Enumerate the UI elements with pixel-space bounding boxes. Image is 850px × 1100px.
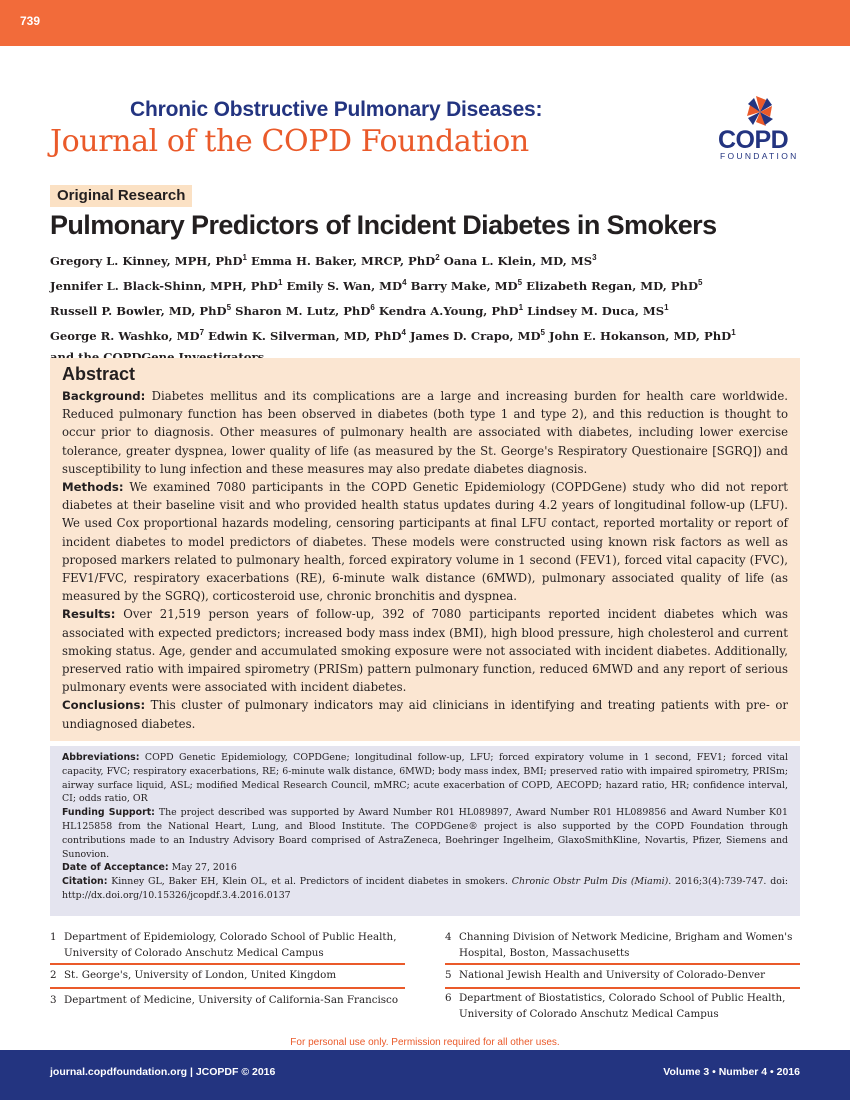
citation — [62, 875, 788, 903]
section-text: This cluster of pulmonary indicators may aid clinicians in identifying and treating patients with pre- or undiagnosed diabetes. — [62, 698, 788, 731]
author-name: Russell P. Bowler, MD, PhD — [50, 303, 227, 318]
affiliation-number: 6 — [445, 992, 452, 1004]
info-text: May 27, 2016 — [168, 862, 237, 874]
author-affiliation-number: 1 — [664, 302, 669, 312]
author-affiliation-number: 5 — [517, 277, 523, 287]
author-line — [50, 272, 810, 297]
citation-journal: Chronic Obstr Pulm Dis (Miami). — [511, 876, 672, 888]
journal-title: Journal of the COPD Foundation — [50, 124, 529, 159]
info-label: Abbreviations: — [62, 752, 140, 763]
affiliation-text: Department of Epidemiology, Colorado School of Public Health, University of Colorado Anschutz Medical Campus — [64, 931, 397, 959]
affiliation-divider — [445, 963, 800, 965]
author-affiliation-number: 1 — [277, 277, 283, 287]
top-bar — [0, 0, 850, 46]
info-text: The project described was supported by Award Number R01 HL089897, Award Number R01 HL089856 and Award Number K01 HL125858 from the National Heart, Lung, and Blood Institute. The COPDGene® project is also supported by the COPD Foundation through contributions made to an Industry Advisory Board comprised of AstraZeneca, Boehringer Ingelheim, GlaxoSmithKline, Novartis, Pfizer, Siemens and Sunovion. — [62, 807, 788, 860]
author-affiliation-number: 6 — [370, 302, 375, 312]
abbreviations — [62, 751, 788, 806]
info-label: Citation: — [62, 876, 108, 888]
section-label: Background: — [62, 389, 146, 403]
affiliation-number: 2 — [50, 969, 57, 981]
funding-support — [62, 806, 788, 861]
author-affiliation-number: 4 — [401, 327, 406, 337]
affiliation-divider — [50, 987, 405, 989]
article-title: Pulmonary Predictors of Incident Diabetes in Smokers — [50, 210, 717, 240]
author-affiliation-number: 2 — [435, 253, 440, 262]
section-text: Diabetes mellitus and its complications are a large and increasing burden for health care worldwide. Reduced pulmonary function has been observed in diabetes (both type 1 and type 2), and this reduction is thought to occur prior to diagnosis. Other measures of pulmonary health are associated with diabetes, including lower exercise tolerance, greater dyspnea, lower quality of life (as measured by the St. George's Respiratory Questionaire [SGRQ]) and susceptibility to lung infection and these measures may also predate diabetes diagnosis. — [62, 389, 788, 476]
affiliation-number: 4 — [445, 931, 452, 943]
author-affiliation-number: 4 — [402, 277, 407, 287]
author-line — [50, 297, 810, 322]
abstract-background — [62, 387, 788, 478]
info-body — [62, 751, 788, 903]
footer-bar — [0, 1050, 850, 1100]
author-name: Barry Make, MD — [410, 278, 518, 293]
author-name: Edwin K. Silverman, MD, PhD — [208, 328, 402, 343]
abstract-results — [62, 605, 788, 696]
abstract-conclusions — [62, 696, 788, 732]
author-affiliation-number: 1 — [242, 253, 247, 262]
abstract-heading: Abstract — [62, 364, 136, 384]
date-of-acceptance — [62, 861, 788, 875]
author-name: John E. Hokanson, MD, PhD — [549, 328, 732, 343]
info-label: Funding Support: — [62, 807, 155, 819]
affiliation-text: Channing Division of Network Medicine, Brigham and Women's Hospital, Boston, Massachusetts — [459, 931, 793, 959]
author-affiliation-number: 1 — [518, 302, 524, 312]
author-list — [50, 247, 810, 368]
author-affiliation-number: 7 — [199, 327, 205, 337]
affiliation-text: St. George's, University of London, United Kingdom — [64, 969, 337, 981]
abstract-methods — [62, 478, 788, 605]
author-name: Lindsey M. Duca, MS — [527, 303, 665, 318]
abstract-body — [62, 387, 788, 733]
affiliation-divider — [50, 963, 405, 965]
affiliation-number: 5 — [445, 969, 452, 981]
author-name: Jennifer L. Black-Shinn, MPH, PhD — [50, 278, 278, 293]
author-name: Sharon M. Lutz, PhD — [235, 303, 371, 318]
author-line — [50, 322, 810, 347]
article-info-box — [50, 746, 800, 916]
author-affiliation-number: 3 — [592, 253, 597, 262]
page-number: 739 — [20, 14, 41, 28]
section-label: Results: — [62, 607, 116, 622]
affiliation-text: Department of Biostatistics, Colorado School of Public Health, University of Colorado Anschutz Medical Campus — [459, 992, 786, 1020]
author-affiliation-number: 1 — [731, 327, 736, 337]
journal-subtitle: Chronic Obstructive Pulmonary Diseases: — [130, 98, 543, 121]
author-line — [50, 247, 810, 272]
author-affiliation-number: 5 — [226, 302, 232, 312]
logo-subtext: FOUNDATION — [720, 151, 799, 161]
citation-doi[interactable]: 2016;3(4):739-747. doi: http://dx.doi.org/10.15326/jcopdf.3.4.2016.0137 — [62, 876, 788, 901]
affiliation-text: National Jewish Health and University of Colorado-Denver — [459, 969, 766, 981]
author-name: James D. Crapo, MD — [409, 328, 541, 343]
author-name: Emma H. Baker, MRCP, PhD — [251, 253, 436, 268]
logo-text: COPD — [718, 126, 789, 154]
affiliation-divider — [445, 987, 800, 989]
author-name: Gregory L. Kinney, MPH, PhD — [50, 253, 243, 268]
info-text: Kinney GL, Baker EH, Klein OL, et al. Predictors of incident diabetes in smokers. — [107, 876, 512, 888]
section-text: Over 21,519 person years of follow-up, 392 of 7080 participants reported incident diabetes which was associated with expected predictors; increased body mass index (BMI), high blood pressure, high cholesterol and current smoking status. Age, gender and accumulated smoking exposure were not associated with incident diabetes. Additionally, preserved ratio with impaired spirometry (PRISm) pattern pulmonary function, reduced 6MWD and any report of serious pulmonary events were associated with incident diabetes. — [62, 607, 788, 695]
info-text: COPD Genetic Epidemiology, COPDGene; longitudinal follow-up, LFU; forced expiratory volume in 1 second, FEV1; forced vital capacity, FVC; respiratory exacerbations, RE; 6-minute walk distance, 6MWD; body mass index, BMI; preserved ratio with impaired spirometry, PRISm; airway surface liquid, ASL; modified Medical Research Council, mMRC; acute exacerbation of COPD, AECOPD; hazard ratio, HR; confidence interval, CI; odds ratio, OR — [62, 752, 788, 805]
article-type-badge: Original Research — [50, 185, 192, 207]
footer-journal-link[interactable]: journal.copdfoundation.org | JCOPDF © 2016 — [50, 1066, 276, 1078]
footer-volume: Volume 3 • Number 4 • 2016 — [663, 1066, 800, 1078]
affiliation-text: Department of Medicine, University of California-San Francisco — [64, 994, 399, 1006]
usage-notice: For personal use only. Permission required for all other uses. — [290, 1037, 560, 1048]
author-name: Oana L. Klein, MD, MS — [443, 253, 593, 268]
abstract-box — [50, 358, 800, 741]
author-name: George R. Washko, MD — [50, 328, 200, 343]
author-affiliation-number: 5 — [698, 277, 703, 287]
author-name: Kendra A.Young, PhD — [378, 303, 519, 318]
author-affiliation-number: 5 — [540, 327, 545, 337]
author-name: Elizabeth Regan, MD, PhD — [526, 278, 699, 293]
affiliation-number: 1 — [50, 931, 57, 943]
section-label: Conclusions: — [62, 698, 146, 713]
author-name: Emily S. Wan, MD — [286, 278, 403, 293]
info-label: Date of Acceptance: — [62, 862, 169, 874]
section-label: Methods: — [62, 480, 124, 495]
affiliation-number: 3 — [50, 994, 57, 1006]
section-text: We examined 7080 participants in the COPD Genetic Epidemiology (COPDGene) study who did not report diabetes at their baseline visit and who provided health status updates during 4.2 years of longitudinal follow-up (LFU). We used Cox proportional hazards modeling, censoring participants at final LFU contact, reported mortality or report of incident diabetes to model predictors of diabetes. These models were constructed using known risk factors as well as proposed markers related to pulmonary health, forced expiratory volume in 1 second (FEV1), forced vital capacity (FVC), FEV1/FVC, respiratory exacerbations (RE), 6-minute walk distance (6MWD), pulmonary associated quality of life (as measured by the SGRQ), corticosteroid use, chronic bronchitis and dyspnea. — [62, 480, 788, 604]
